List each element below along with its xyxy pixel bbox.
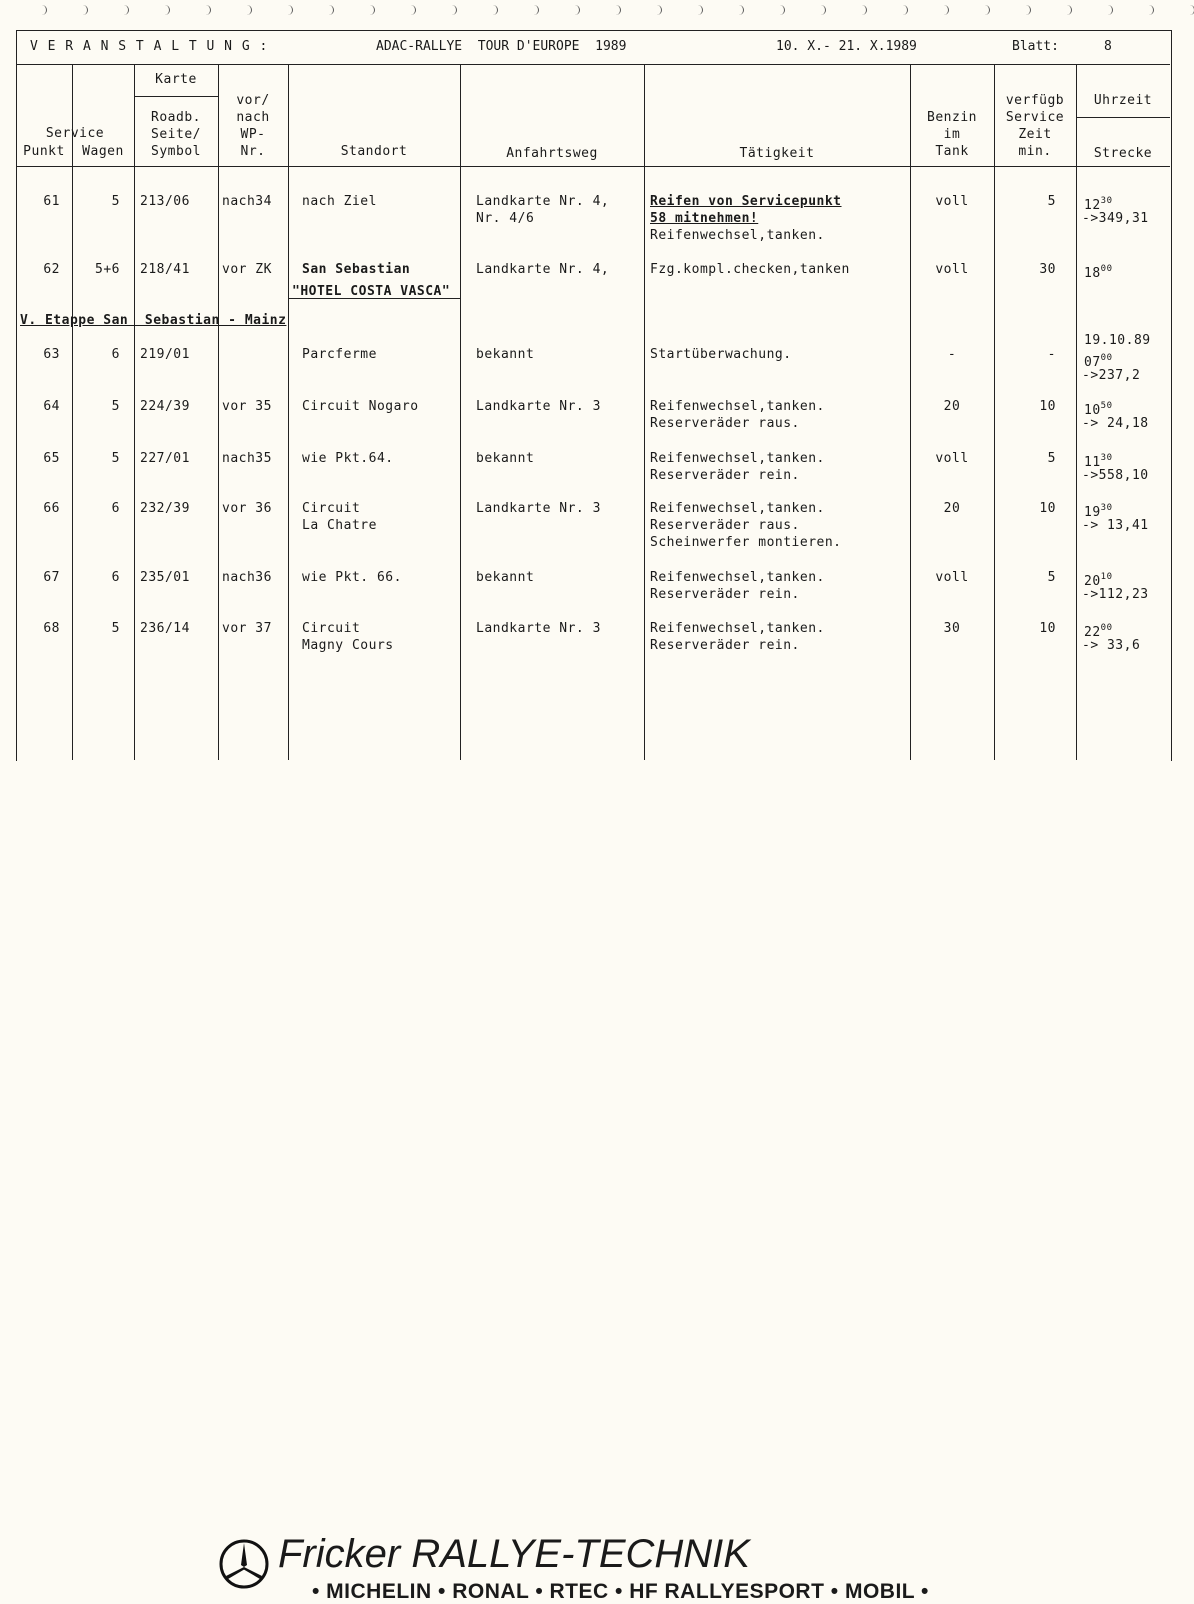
- uhrzeit-minute: 30: [1100, 453, 1113, 463]
- table-cell: 5: [1047, 570, 1056, 585]
- column-rule: [460, 64, 461, 760]
- table-cell: 63: [43, 347, 60, 362]
- uhrzeit-hour: 22: [1084, 625, 1101, 640]
- three-pointed-star-icon: [218, 1538, 270, 1590]
- binder-hole: [819, 5, 826, 15]
- column-rule: [644, 64, 645, 760]
- table-cell: voll: [935, 262, 969, 277]
- table-cell: 62: [43, 262, 60, 277]
- table-cell: 213/06: [140, 194, 190, 209]
- table-cell: nach Ziel: [302, 194, 377, 209]
- table-cell: -> 13,41: [1082, 518, 1149, 533]
- sheet-number: 8: [1104, 39, 1112, 54]
- footer-brand: Fricker RALLYE-TECHNIK: [278, 1532, 750, 1576]
- table-cell: La Chatre: [302, 518, 377, 533]
- table-cell: 219/01: [140, 347, 190, 362]
- uhrzeit-minute: 50: [1100, 401, 1113, 411]
- binder-hole: [860, 5, 867, 15]
- table-cell: 6: [111, 347, 120, 362]
- table-cell: Reserveräder raus.: [650, 518, 800, 533]
- uhrzeit-hour: 07: [1084, 355, 1101, 370]
- table-cell: Reifenwechsel,tanken.: [650, 501, 825, 516]
- binder-hole: [40, 5, 47, 15]
- table-cell: ->558,10: [1082, 468, 1149, 483]
- table-cell: vor ZK: [222, 262, 272, 277]
- table-cell: 10: [1039, 501, 1056, 516]
- uhrzeit-hour: 11: [1084, 455, 1101, 470]
- binder-hole: [983, 5, 990, 15]
- footer-sponsors: • MICHELIN • RONAL • RTEC • HF RALLYESPORT • MOBIL •: [312, 1580, 929, 1603]
- binder-hole: [122, 5, 129, 15]
- table-cell: Reifenwechsel,tanken.: [650, 621, 825, 636]
- table-cell: Fzg.kompl.checken,tanken: [650, 262, 850, 277]
- table-cell: 5: [1047, 194, 1056, 209]
- table-cell: bekannt: [476, 570, 535, 585]
- event-label: V E R A N S T A L T U N G :: [30, 39, 269, 54]
- event-dates: 10. X.- 21. X.1989: [776, 39, 917, 54]
- binder-hole: [1188, 5, 1194, 15]
- header-benzin-1: Benzin: [927, 110, 977, 125]
- binder-hole: [778, 5, 785, 15]
- table-cell: bekannt: [476, 347, 535, 362]
- table-cell: Scheinwerfer montieren.: [650, 535, 842, 550]
- table-cell: 235/01: [140, 570, 190, 585]
- row-rule: [16, 166, 1170, 167]
- table-cell: 65: [43, 451, 60, 466]
- table-cell: nach35: [222, 451, 272, 466]
- table-cell: nach34: [222, 194, 272, 209]
- table-cell: 58 mitnehmen!: [650, 211, 759, 226]
- uhrzeit-hour: 10: [1084, 403, 1101, 418]
- binder-hole: [327, 5, 334, 15]
- uhrzeit-hour: 12: [1084, 198, 1101, 213]
- table-cell: 61: [43, 194, 60, 209]
- table-cell: 5: [111, 194, 120, 209]
- table-cell: Reserveräder rein.: [650, 587, 800, 602]
- header-verfuegb-3: Zeit: [1018, 127, 1052, 142]
- table-cell: Landkarte Nr. 4,: [476, 262, 610, 277]
- table-cell: 5: [1047, 451, 1056, 466]
- table-cell: Reifenwechsel,tanken.: [650, 228, 825, 243]
- table-cell: vor 36: [222, 501, 272, 516]
- uhrzeit-minute: 00: [1100, 623, 1113, 633]
- header-vornach-3: WP-: [240, 127, 266, 142]
- binder-hole: [286, 5, 293, 15]
- binder-hole: [696, 5, 703, 15]
- table-cell: 5: [111, 621, 120, 636]
- table-cell: voll: [935, 451, 969, 466]
- column-rule: [134, 64, 135, 760]
- table-cell: 5: [111, 399, 120, 414]
- table-cell: ->112,23: [1082, 587, 1149, 602]
- header-vornach-4: Nr.: [240, 144, 266, 159]
- binder-hole: [532, 5, 539, 15]
- table-cell: Circuit Nogaro: [302, 399, 419, 414]
- table-cell: 67: [43, 570, 60, 585]
- table-cell: Landkarte Nr. 3: [476, 501, 601, 516]
- column-rule: [218, 64, 219, 760]
- table-cell: Reifen von Servicepunkt: [650, 194, 842, 209]
- binder-hole: [204, 5, 211, 15]
- table-cell: ->237,2: [1082, 368, 1141, 383]
- table-cell: Landkarte Nr. 4,: [476, 194, 610, 209]
- table-cell: Circuit: [302, 621, 361, 636]
- event-header: [16, 30, 1170, 65]
- uhrzeit-cell: [1084, 261, 1113, 282]
- header-service: Service: [45, 126, 105, 141]
- table-cell: 227/01: [140, 451, 190, 466]
- uhrzeit-minute: 10: [1100, 572, 1113, 582]
- header-benzin-2: im: [943, 127, 961, 142]
- table-cell: bekannt: [476, 451, 535, 466]
- header-punkt: Punkt: [23, 144, 65, 159]
- table-cell: Reifenwechsel,tanken.: [650, 451, 825, 466]
- table-cell: 10: [1039, 399, 1056, 414]
- footer: [0, 766, 1194, 1603]
- table-cell: Startüberwachung.: [650, 347, 792, 362]
- binder-hole: [655, 5, 662, 15]
- binder-holes: [0, 0, 1194, 18]
- binder-hole: [1065, 5, 1072, 15]
- uhrzeit-minute: 30: [1100, 503, 1113, 513]
- uhrzeit-hour: 18: [1084, 266, 1101, 281]
- table-cell: San Sebastian: [302, 262, 411, 277]
- header-vornach-2: nach: [236, 110, 270, 125]
- table-cell: 224/39: [140, 399, 190, 414]
- table-cell: wie Pkt. 66.: [302, 570, 402, 585]
- table-cell: 20: [943, 501, 961, 516]
- table-cell: Landkarte Nr. 3: [476, 399, 601, 414]
- table-cell: -: [947, 347, 957, 362]
- uhrzeit-minute: 00: [1100, 264, 1113, 274]
- uhrzeit-minute: 00: [1100, 353, 1113, 363]
- binder-hole: [368, 5, 375, 15]
- header-standort: Standort: [340, 144, 408, 159]
- event-name: ADAC-RALLYE TOUR D'EUROPE 1989: [376, 39, 627, 54]
- table-cell: -: [1047, 347, 1056, 362]
- header-benzin-3: Tank: [935, 144, 969, 159]
- binder-hole: [409, 5, 416, 15]
- table-cell: vor 35: [222, 399, 272, 414]
- binder-hole: [737, 5, 744, 15]
- table-cell: wie Pkt.64.: [302, 451, 394, 466]
- table-cell: 10: [1039, 621, 1056, 636]
- header-roadbook-1: Roadb.: [151, 110, 201, 125]
- table-cell: 6: [111, 570, 120, 585]
- header-roadbook-3: Symbol: [151, 144, 201, 159]
- binder-hole: [163, 5, 170, 15]
- uhrzeit-hour: 19: [1084, 505, 1101, 520]
- table-cell: -> 24,18: [1082, 416, 1149, 431]
- table-cell: Reserveräder rein.: [650, 468, 800, 483]
- table-cell: 19.10.89: [1084, 333, 1151, 348]
- table-cell: voll: [935, 570, 969, 585]
- header-anfahrtsweg: Anfahrtsweg: [506, 146, 598, 161]
- table-cell: Magny Cours: [302, 638, 394, 653]
- table-cell: 218/41: [140, 262, 190, 277]
- table-cell: Nr. 4/6: [476, 211, 535, 226]
- header-strecke: Strecke: [1093, 146, 1153, 161]
- table-cell: voll: [935, 194, 969, 209]
- table-cell: 68: [43, 621, 60, 636]
- table-cell: 232/39: [140, 501, 190, 516]
- header-roadbook-2: Seite/: [151, 127, 201, 142]
- column-rule: [1076, 64, 1077, 760]
- table-cell: 5: [111, 451, 120, 466]
- table-cell: Landkarte Nr. 3: [476, 621, 601, 636]
- table-cell: 20: [943, 399, 961, 414]
- header-wagen: Wagen: [82, 144, 124, 159]
- table-cell: 66: [43, 501, 60, 516]
- table-cell: 6: [111, 501, 120, 516]
- binder-hole: [942, 5, 949, 15]
- header-karte: Karte: [155, 72, 197, 87]
- table-cell: 5+6: [95, 262, 120, 277]
- uhrzeit-minute: 30: [1100, 196, 1113, 206]
- table-cell: 64: [43, 399, 60, 414]
- binder-hole: [245, 5, 252, 15]
- sheet-label: Blatt:: [1012, 39, 1059, 54]
- table-cell: -> 33,6: [1082, 638, 1141, 653]
- binder-hole: [1024, 5, 1031, 15]
- table-cell: Reserveräder raus.: [650, 416, 800, 431]
- header-vornach-1: vor/: [236, 93, 270, 108]
- table-cell: 236/14: [140, 621, 190, 636]
- table-cell: Reifenwechsel,tanken.: [650, 399, 825, 414]
- binder-hole: [614, 5, 621, 15]
- table-cell: vor 37: [222, 621, 272, 636]
- table-cell: Circuit: [302, 501, 361, 516]
- header-verfuegb-2: Service: [1005, 110, 1065, 125]
- table-cell: ->349,31: [1082, 211, 1149, 226]
- stage-label: V. Etappe San Sebastian - Mainz: [20, 313, 287, 328]
- header-uhrzeit: Uhrzeit: [1093, 93, 1153, 108]
- binder-hole: [1106, 5, 1113, 15]
- table-cell: "HOTEL COSTA VASCA": [292, 284, 451, 299]
- binder-hole: [1147, 5, 1154, 15]
- binder-hole: [573, 5, 580, 15]
- uhrzeit-hour: 20: [1084, 574, 1101, 589]
- table-cell: nach36: [222, 570, 272, 585]
- table-cell: 30: [943, 621, 961, 636]
- binder-hole: [450, 5, 457, 15]
- row-rule: [1076, 117, 1170, 118]
- table-cell: 30: [1039, 262, 1056, 277]
- header-verfuegb-4: min.: [1018, 144, 1052, 159]
- header-verfuegb-1: verfügb: [1005, 93, 1065, 108]
- binder-hole: [491, 5, 498, 15]
- binder-hole: [901, 5, 908, 15]
- table-cell: Reifenwechsel,tanken.: [650, 570, 825, 585]
- table-cell: Parcferme: [302, 347, 377, 362]
- header-taetigkeit: Tätigkeit: [739, 146, 815, 161]
- row-rule: [134, 96, 218, 97]
- binder-hole: [81, 5, 88, 15]
- table-cell: Reserveräder rein.: [650, 638, 800, 653]
- column-rule: [288, 64, 289, 760]
